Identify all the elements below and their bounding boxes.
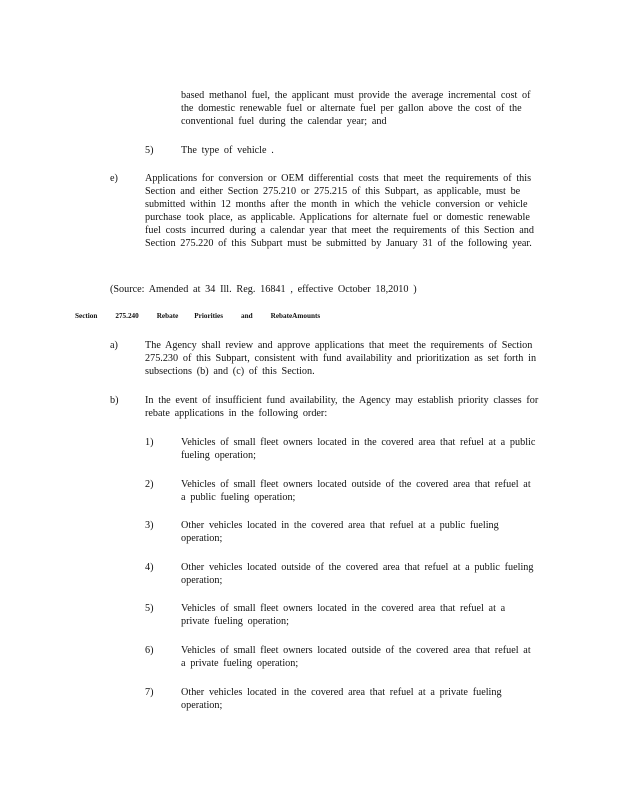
section-heading (75, 312, 335, 321)
section-word: Section (75, 312, 98, 320)
list-item: Vehicles of small fleet owners located outside of the covered area that refuel at a public fueling operation; (181, 479, 531, 503)
list-item-label: 5) (145, 603, 154, 614)
subsection-b-label: b) (110, 395, 119, 406)
list-item-label: 4) (145, 562, 154, 573)
subsection-a-label: a) (110, 340, 118, 351)
section-title-word: and (241, 312, 253, 320)
list-item-label: 3) (145, 520, 154, 531)
list-item: Other vehicles located in the covered area that refuel at a public fueling operation; (181, 520, 499, 544)
item-5-text: The type of vehicle . (181, 145, 274, 156)
list-item: Vehicles of small fleet owners located in the covered area that refuel at a public fueling operation; (181, 437, 536, 461)
list-item: Vehicles of small fleet owners located outside of the covered area that refuel at a private fueling operation; (181, 645, 531, 669)
subsection-e-label: e) (110, 173, 118, 184)
subsection-b-text: In the event of insufficient fund availability, the Agency may establish priority classes for rebate applications in the following order: (145, 395, 539, 419)
source-note: (Source: Amended at 34 Ill. Reg. 16841 , effective October 18,2010 ) (110, 284, 417, 295)
section-number: 275.240 (115, 312, 139, 320)
list-item-label: 6) (145, 645, 154, 656)
list-item: Vehicles of small fleet owners located in the covered area that refuel at a private fueling operation; (181, 603, 506, 627)
section-title-word: Rebate (156, 312, 179, 320)
list-item: Other vehicles located outside of the covered area that refuel at a public fueling operation; (181, 562, 534, 586)
list-item: Other vehicles located in the covered area that refuel at a private fueling operation; (181, 687, 502, 711)
section-title-word: Priorities (194, 312, 224, 320)
subsection-e-text: Applications for conversion or OEM differential costs that meet the requirements of this Section and either Section 275.210 or 275.215 of this Subpart, as applicable, must be submitted within 12 months after the month in which the vehicle conversion or vehicle purchase took place, as applicable. Applications for alternate fuel or domestic renewable fuel costs incurred during a calendar year that meet the requirements of this Section and Section 275.220 of this Subpart must be submitted by January 31 of the following year. (145, 173, 534, 249)
item-5-label: 5) (145, 145, 154, 156)
list-item-label: 2) (145, 479, 154, 490)
continued-paragraph: based methanol fuel, the applicant must provide the average incremental cost of the domestic renewable fuel or alternate fuel per gallon above the cost of the conventional fuel during the calendar year; and (181, 90, 531, 127)
subsection-a-text: The Agency shall review and approve applications that meet the requirements of Section 275.230 of this Subpart, consistent with fund availability and prioritization as set forth in subsections (b) and (c) of this Section. (145, 340, 537, 377)
list-item-label: 7) (145, 687, 154, 698)
section-title-word: RebateAmounts (270, 312, 321, 320)
list-item-label: 1) (145, 437, 154, 448)
